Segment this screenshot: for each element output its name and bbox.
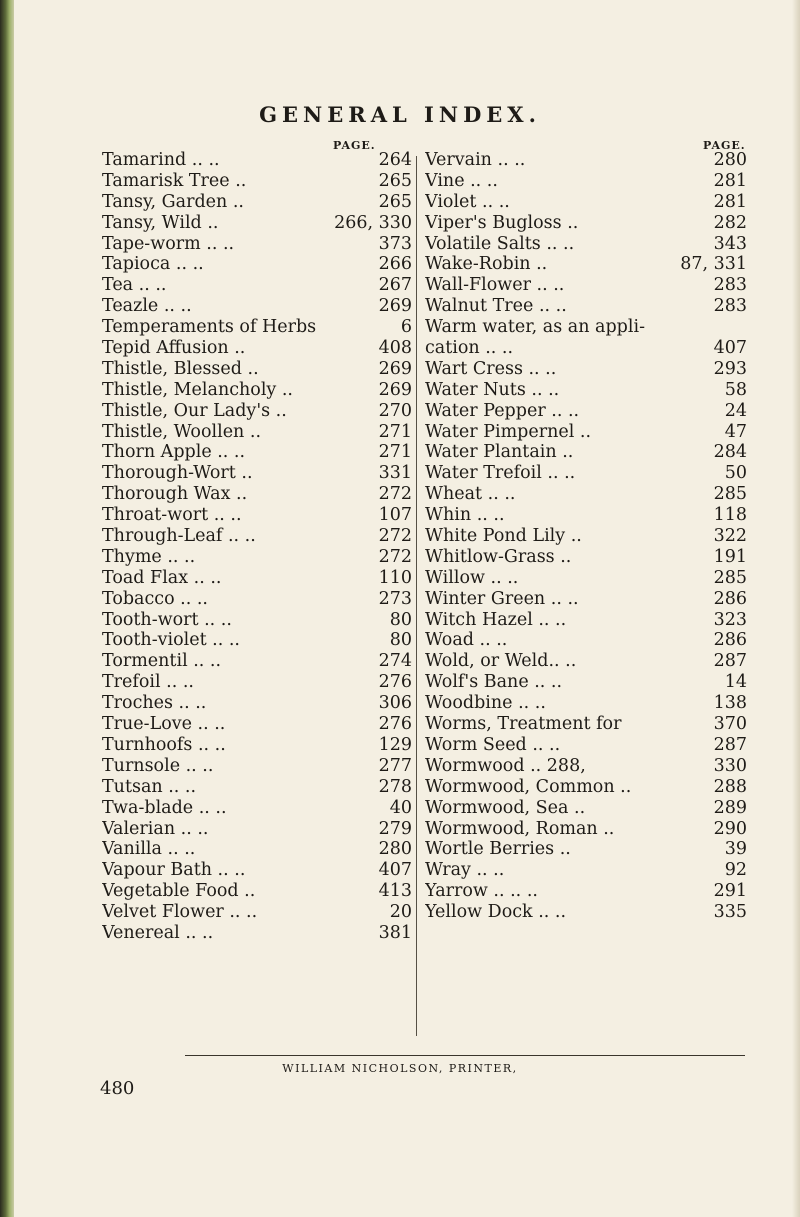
index-entry — [425, 651, 747, 672]
entry-term: Thorough-Wort .. — [102, 463, 253, 484]
index-entry — [425, 526, 747, 547]
entry-term: Wormwood .. 288, — [425, 755, 586, 776]
index-entry — [102, 401, 412, 422]
entry-term: Troches .. .. — [102, 693, 207, 714]
entry-term: Water Plantain .. — [425, 442, 574, 463]
entry-page: 381 — [378, 922, 412, 943]
entry-term: Water Trefoil .. .. — [425, 463, 576, 484]
index-entry — [425, 442, 747, 463]
entry-page: 283 — [713, 296, 747, 317]
entry-page: 288 — [713, 776, 747, 797]
entry-page: 276 — [378, 672, 412, 693]
entry-term: Thistle, Melancholy .. — [102, 379, 293, 400]
entry-term: Tansy, Wild .. — [102, 212, 219, 233]
entry-term: Tutsan .. .. — [102, 776, 197, 797]
index-entry — [425, 505, 747, 526]
entry-page: 306 — [378, 693, 412, 714]
index-entry — [425, 150, 747, 171]
entry-term: Trefoil .. .. — [102, 672, 194, 693]
entry-page: 269 — [378, 296, 412, 317]
entry-term: Teazle .. .. — [102, 296, 192, 317]
entry-page: 282 — [713, 212, 747, 233]
index-entry — [425, 275, 747, 296]
entry-page: 24 — [724, 400, 747, 421]
entry-term: Yarrow .. .. .. — [425, 881, 538, 902]
left-index-column — [102, 150, 412, 944]
entry-page: 281 — [713, 191, 747, 212]
column-divider — [416, 156, 417, 1036]
index-entry — [102, 923, 412, 944]
entry-term: Thyme .. .. — [102, 546, 196, 567]
index-entry — [425, 672, 747, 693]
entry-page: 40 — [389, 797, 412, 818]
right-index-column — [425, 150, 747, 923]
entry-term: Worm Seed .. .. — [425, 734, 561, 755]
index-entry — [102, 672, 412, 693]
entry-page: 264 — [378, 150, 412, 170]
index-entry — [425, 819, 747, 840]
entry-page: 272 — [378, 546, 412, 567]
index-entry — [425, 735, 747, 756]
entry-page: 271 — [378, 442, 412, 463]
index-entry — [102, 171, 412, 192]
entry-term: Vine .. .. — [425, 170, 498, 191]
entry-term: Wormwood, Sea .. — [425, 797, 586, 818]
index-entry — [102, 693, 412, 714]
index-entry — [102, 798, 412, 819]
entry-term: Wray .. .. — [425, 860, 505, 881]
entry-page: 408 — [378, 338, 412, 359]
entry-term: Tooth-violet .. .. — [102, 630, 240, 651]
entry-term: Whitlow-Grass .. — [425, 546, 572, 567]
entry-term: Toad Flax .. .. — [102, 567, 222, 588]
entry-term: Wormwood, Roman .. — [425, 818, 615, 839]
left-page-column-label: PAGE. — [333, 139, 376, 152]
entry-page: 370 — [713, 714, 747, 735]
entry-page: 47 — [724, 421, 747, 442]
index-entry — [425, 860, 747, 881]
entry-term: Whin .. .. — [425, 505, 505, 526]
index-entry — [425, 359, 747, 380]
entry-term: Thorough Wax .. — [102, 484, 248, 505]
index-entry — [425, 777, 747, 798]
index-entry — [425, 714, 747, 735]
entry-term: Thistle, Woollen .. — [102, 421, 262, 442]
entry-term: Venereal .. .. — [102, 922, 214, 943]
index-title: GENERAL INDEX. — [259, 102, 541, 127]
index-entry — [425, 296, 747, 317]
entry-term: Temperaments of Herbs — [102, 317, 317, 338]
entry-term: Valerian .. .. — [102, 818, 209, 839]
entry-page: 330 — [713, 755, 747, 776]
index-entry — [425, 380, 747, 401]
entry-page: 266 — [378, 254, 412, 275]
index-entry — [102, 902, 412, 923]
entry-term: Wold, or Weld.. .. — [425, 651, 577, 672]
entry-term: Volatile Salts .. .. — [425, 233, 575, 254]
index-entry — [102, 756, 412, 777]
entry-page: 274 — [378, 651, 412, 672]
entry-page: 14 — [724, 672, 747, 693]
index-entry — [102, 296, 412, 317]
entry-page: 284 — [713, 442, 747, 463]
entry-term: Tooth-wort .. .. — [102, 609, 232, 630]
entry-term: Wortle Berries .. — [425, 839, 571, 860]
entry-term: Turnsole .. .. — [102, 755, 214, 776]
entry-term: Wheat .. .. — [425, 484, 516, 505]
entry-page: 80 — [389, 630, 412, 651]
entry-term: Vegetable Food .. — [102, 881, 256, 902]
page-edge — [792, 0, 800, 1217]
entry-term: Tape-worm .. .. — [102, 233, 235, 254]
entry-term: Wart Cress .. .. — [425, 358, 557, 379]
entry-term: Woodbine .. .. — [425, 693, 546, 714]
entry-page: 280 — [378, 839, 412, 860]
entry-term: Tobacco .. .. — [102, 588, 208, 609]
entry-term: Witch Hazel .. .. — [425, 609, 567, 630]
index-entry — [425, 756, 747, 777]
entry-page: 118 — [713, 505, 747, 526]
entry-page: 407 — [378, 860, 412, 881]
entry-page: 278 — [378, 776, 412, 797]
index-entry — [102, 777, 412, 798]
entry-page: 267 — [378, 275, 412, 296]
index-entry — [425, 693, 747, 714]
entry-page: 286 — [713, 588, 747, 609]
entry-term: Viper's Bugloss .. — [425, 212, 579, 233]
index-entry — [102, 860, 412, 881]
entry-page: 80 — [389, 609, 412, 630]
entry-term: Wolf's Bane .. .. — [425, 672, 563, 693]
index-entry — [425, 630, 747, 651]
index-entry — [102, 881, 412, 902]
index-entry — [102, 442, 412, 463]
entry-page: 269 — [378, 358, 412, 379]
entry-term: Thorn Apple .. .. — [102, 442, 246, 463]
index-entry — [425, 547, 747, 568]
entry-page: 39 — [724, 839, 747, 860]
index-entry — [102, 234, 412, 255]
entry-page: 92 — [724, 860, 747, 881]
entry-page: 50 — [724, 463, 747, 484]
entry-page: 265 — [378, 191, 412, 212]
index-entry — [425, 254, 747, 275]
entry-term: True-Love .. .. — [102, 714, 226, 735]
index-entry — [425, 171, 747, 192]
entry-term: Wormwood, Common .. — [425, 776, 632, 797]
entry-page: 323 — [713, 609, 747, 630]
entry-page: 138 — [713, 693, 747, 714]
index-entry — [102, 568, 412, 589]
index-entry — [102, 547, 412, 568]
index-entry — [425, 463, 747, 484]
entry-page: 269 — [378, 379, 412, 400]
entry-page: 272 — [378, 484, 412, 505]
entry-term: Tormentil .. .. — [102, 651, 222, 672]
entry-page: 293 — [713, 358, 747, 379]
entry-page: 290 — [713, 818, 747, 839]
entry-term: Water Pimpernel .. — [425, 421, 592, 442]
index-entry — [425, 338, 747, 359]
entry-page: 270 — [378, 400, 412, 421]
index-entry — [102, 150, 412, 171]
index-entry — [102, 484, 412, 505]
entry-term: Thistle, Our Lady's .. — [102, 400, 287, 421]
entry-term: Vervain .. .. — [425, 150, 526, 170]
entry-term: Willow .. .. — [425, 567, 519, 588]
entry-page: 281 — [713, 170, 747, 191]
entry-term: Thistle, Blessed .. — [102, 358, 259, 379]
entry-term: Turnhoofs .. .. — [102, 734, 226, 755]
entry-term: Water Pepper .. .. — [425, 400, 580, 421]
index-entry — [425, 589, 747, 610]
entry-page: 279 — [378, 818, 412, 839]
index-entry — [102, 338, 412, 359]
entry-page: 265 — [378, 170, 412, 191]
footer-rule — [185, 1055, 745, 1056]
index-entry — [425, 568, 747, 589]
entry-term: Twa-blade .. .. — [102, 797, 227, 818]
entry-page: 291 — [713, 881, 747, 902]
entry-term: Tamarisk Tree .. — [102, 170, 247, 191]
index-entry — [102, 275, 412, 296]
entry-term: Violet .. .. — [425, 191, 510, 212]
index-entry — [102, 192, 412, 213]
entry-term: White Pond Lily .. — [425, 526, 582, 547]
entry-term: Worms, Treatment for — [425, 714, 622, 735]
entry-page: 129 — [378, 734, 412, 755]
entry-page: 191 — [713, 546, 747, 567]
index-entry — [102, 463, 412, 484]
entry-page: 335 — [713, 902, 747, 923]
entry-page: 287 — [713, 734, 747, 755]
entry-page: 331 — [378, 463, 412, 484]
index-entry — [102, 422, 412, 443]
entry-page: 20 — [389, 902, 412, 923]
index-entry — [102, 610, 412, 631]
entry-page: 58 — [724, 379, 747, 400]
entry-page: 407 — [713, 338, 747, 359]
entry-page: 283 — [713, 275, 747, 296]
entry-page: 280 — [713, 150, 747, 170]
entry-page: 285 — [713, 484, 747, 505]
index-entry — [102, 630, 412, 651]
index-entry — [102, 380, 412, 401]
index-entry — [102, 505, 412, 526]
index-entry — [102, 213, 412, 234]
entry-term: Vapour Bath .. .. — [102, 860, 246, 881]
index-entry — [425, 422, 747, 443]
index-entry — [425, 234, 747, 255]
entry-page: 277 — [378, 755, 412, 776]
entry-term: Velvet Flower .. .. — [102, 902, 258, 923]
index-entry — [425, 610, 747, 631]
entry-page: 110 — [378, 567, 412, 588]
index-entry — [425, 902, 747, 923]
right-page-column-label: PAGE. — [703, 139, 746, 152]
index-entry — [102, 254, 412, 275]
entry-page: 373 — [378, 233, 412, 254]
entry-page: 413 — [378, 881, 412, 902]
entry-term: Tansy, Garden .. — [102, 191, 244, 212]
entry-page: 272 — [378, 526, 412, 547]
entry-page: 271 — [378, 421, 412, 442]
entry-page: 285 — [713, 567, 747, 588]
entry-page: 273 — [378, 588, 412, 609]
index-entry — [425, 213, 747, 234]
printer-imprint: WILLIAM NICHOLSON, PRINTER, — [282, 1062, 518, 1075]
entry-term: Woad .. .. — [425, 630, 508, 651]
index-entry — [102, 839, 412, 860]
index-entry — [102, 589, 412, 610]
index-entry — [102, 317, 412, 338]
index-entry — [102, 651, 412, 672]
entry-page: 6 — [400, 317, 412, 338]
index-entry — [102, 735, 412, 756]
entry-term: Tamarind .. .. — [102, 150, 220, 170]
index-entry — [425, 192, 747, 213]
index-entry — [425, 401, 747, 422]
entry-term: cation .. .. — [425, 338, 514, 359]
entry-term: Water Nuts .. .. — [425, 379, 560, 400]
index-entry — [425, 798, 747, 819]
entry-term: Tea .. .. — [102, 275, 167, 296]
entry-page: 87, 331 — [680, 254, 747, 275]
entry-term: Tepid Affusion .. — [102, 338, 246, 359]
entry-term: Throat-wort .. .. — [102, 505, 242, 526]
index-entry — [102, 714, 412, 735]
entry-page: 287 — [713, 651, 747, 672]
entry-term: Wall-Flower .. .. — [425, 275, 565, 296]
entry-term: Walnut Tree .. .. — [425, 296, 567, 317]
index-entry — [425, 881, 747, 902]
index-entry — [102, 819, 412, 840]
entry-page: 289 — [713, 797, 747, 818]
index-entry — [102, 359, 412, 380]
entry-term: Tapioca .. .. — [102, 254, 204, 275]
page-number: 480 — [100, 1078, 135, 1099]
index-entry — [102, 526, 412, 547]
entry-page: 276 — [378, 714, 412, 735]
entry-page: 343 — [713, 233, 747, 254]
entry-term: Wake-Robin .. — [425, 254, 548, 275]
entry-page: 322 — [713, 526, 747, 547]
entry-term: Winter Green .. .. — [425, 588, 579, 609]
entry-term: Through-Leaf .. .. — [102, 526, 256, 547]
entry-page: 107 — [378, 505, 412, 526]
entry-term: Warm water, as an appli- — [425, 317, 645, 338]
entry-term: Vanilla .. .. — [102, 839, 196, 860]
entry-page: 266, 330 — [334, 212, 412, 233]
entry-page: 286 — [713, 630, 747, 651]
entry-term: Yellow Dock .. .. — [425, 902, 567, 923]
index-entry — [425, 484, 747, 505]
index-entry — [425, 317, 747, 338]
index-entry — [425, 839, 747, 860]
